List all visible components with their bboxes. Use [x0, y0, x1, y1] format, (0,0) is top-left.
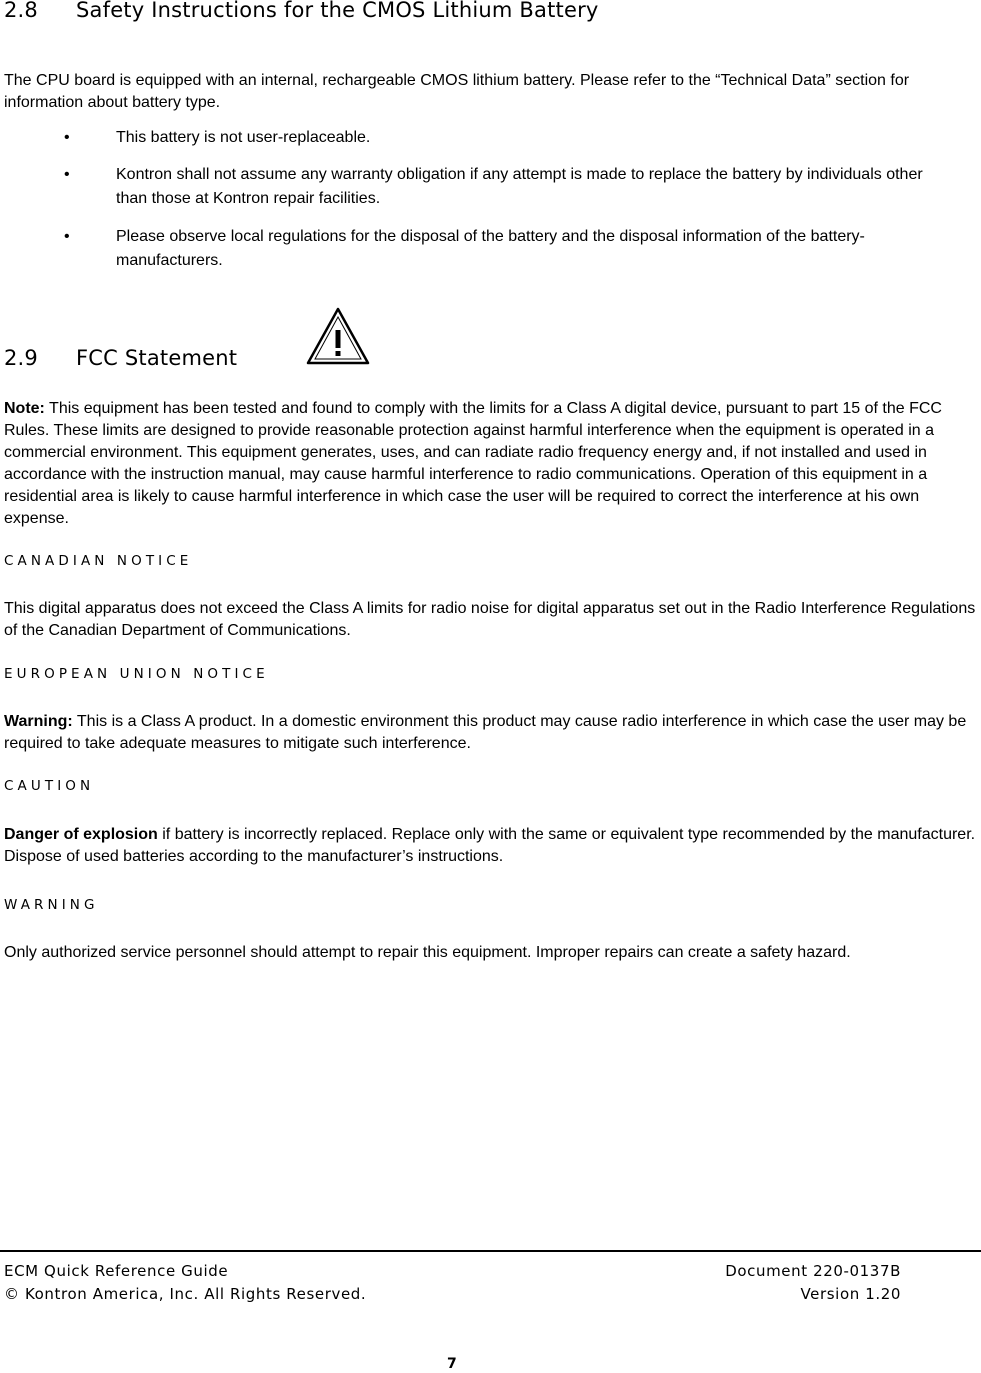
page-number: 7	[447, 1356, 457, 1372]
eu-notice-heading: EUROPEAN UNION NOTICE	[4, 666, 269, 682]
footer-document-number: Document 220-0137B	[725, 1262, 901, 1280]
footer-guide-title: ECM Quick Reference Guide	[4, 1262, 229, 1280]
fcc-note-paragraph: Note: This equipment has been tested and found to comply with the limits for a Class A digital device, pursuant to part 15 of the FCC Rules. These limits are designed to provide reasonable protection against harmful interference when the equipment is operated in a commercial environment. This equipment generates, uses, and can radiate radio frequency energy and, if not installed and used in accordance with the instruction manual, may cause harmful interference to radio communications. Operation of this equipment in a residential area is likely to cause harmful interference in which case the user will be required to correct the interference at his own expense.	[4, 400, 942, 527]
bullet-icon: •	[64, 166, 70, 183]
warning-heading: WARNING	[4, 897, 99, 913]
footer-version: Version 1.20	[800, 1285, 901, 1303]
section-2-8-heading	[4, 0, 599, 22]
note-label: Note:	[4, 400, 45, 417]
canadian-notice-paragraph: This digital apparatus does not exceed the Class A limits for radio noise for digital apparatus set out in the Radio Interference Regulations of the Canadian Department of Communications.	[4, 600, 976, 639]
section-number: 2.9	[4, 346, 38, 370]
section-2-9-heading	[4, 346, 237, 370]
battery-intro-paragraph: The CPU board is equipped with an internal, rechargeable CMOS lithium battery. Please refer to the “Technical Data” section for information about battery type.	[4, 72, 910, 111]
warning-paragraph: Only authorized service personnel should attempt to repair this equipment. Improper repairs can create a safety hazard.	[4, 944, 851, 961]
footer-divider	[0, 1250, 981, 1252]
caution-label: Danger of explosion	[4, 826, 158, 843]
section-title: Safety Instructions for the CMOS Lithium Battery	[76, 0, 599, 22]
list-item: • Kontron shall not assume any warranty obligation if any attempt is made to replace the battery by individuals other than those at Kontron repair facilities.	[0, 163, 981, 211]
bullet-icon: •	[64, 129, 70, 146]
list-item: • Please observe local regulations for the disposal of the battery and the disposal information of the battery-manufacturers.	[0, 225, 981, 273]
canadian-notice-heading: CANADIAN NOTICE	[4, 553, 193, 569]
section-title: FCC Statement	[76, 346, 238, 370]
section-number: 2.8	[4, 0, 38, 22]
caution-paragraph: Danger of explosion if battery is incorrectly replaced. Replace only with the same or equivalent type recommended by the manufacturer. Dispose of used batteries according to the manufacturer’s instructions.	[4, 826, 976, 865]
bullet-icon: •	[64, 228, 70, 245]
footer-copyright: © Kontron America, Inc. All Rights Reserved.	[4, 1285, 367, 1303]
eu-notice-paragraph: Warning: This is a Class A product. In a domestic environment this product may cause radio interference in which case the user may be required to take adequate measures to mitigate such interference.	[4, 713, 967, 752]
warning-triangle-icon	[305, 306, 371, 366]
caution-heading: CAUTION	[4, 778, 95, 794]
list-item: • This battery is not user-replaceable.	[0, 126, 981, 150]
eu-warning-label: Warning:	[4, 713, 73, 730]
